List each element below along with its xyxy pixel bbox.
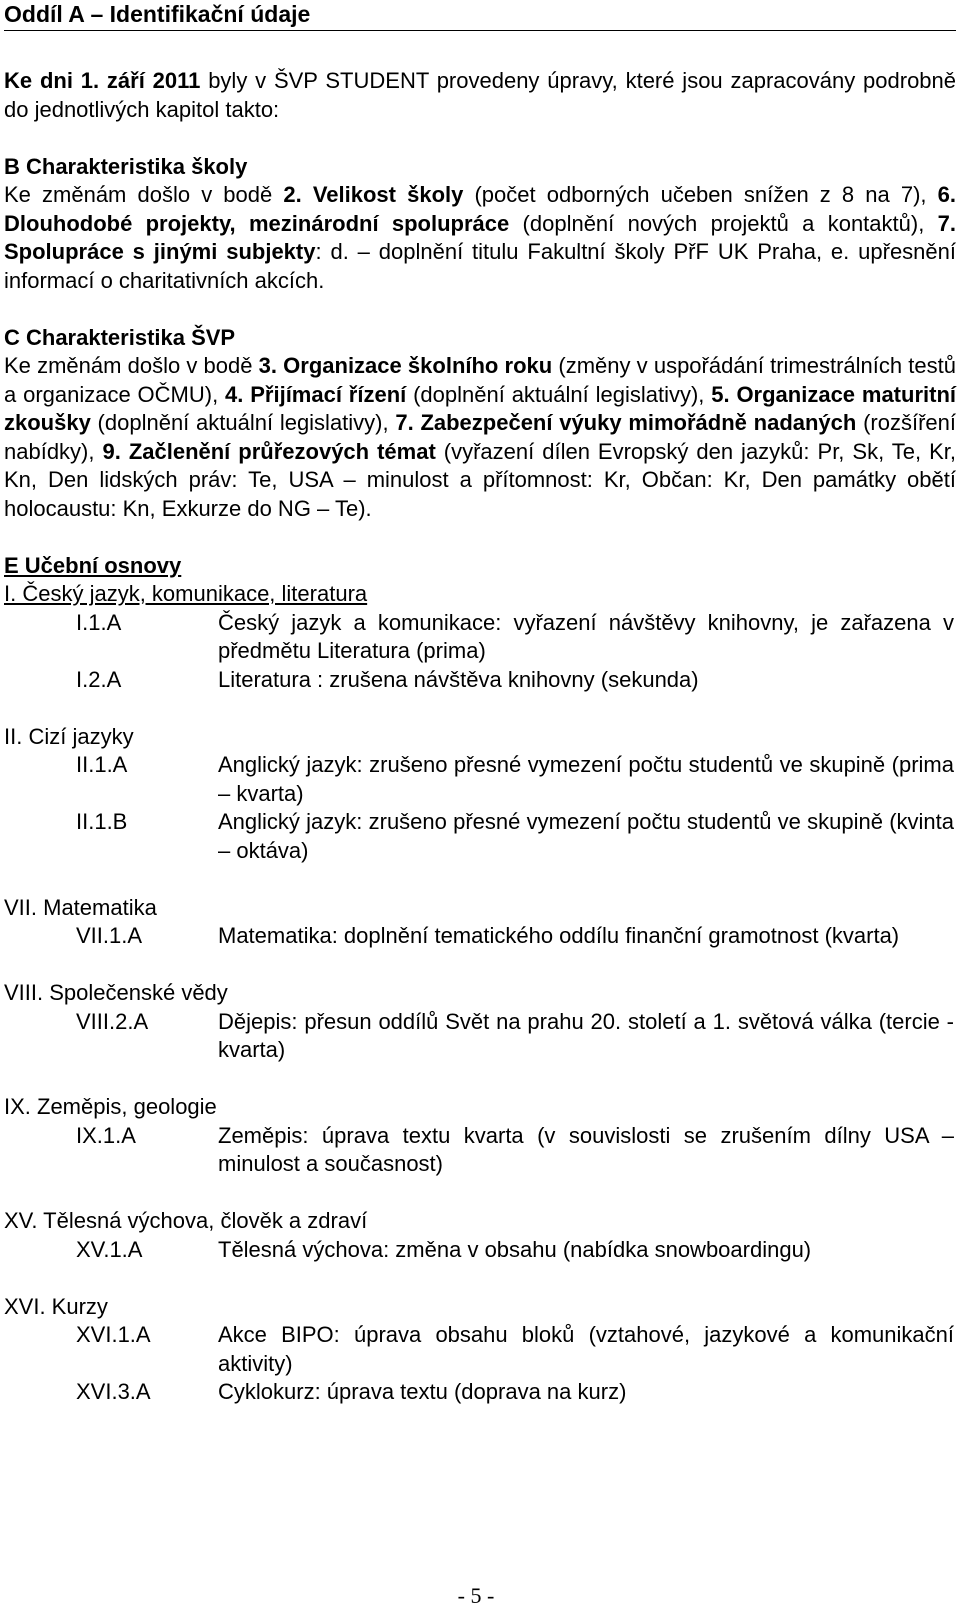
list-item — [4, 609, 956, 666]
section-b-title: B Charakteristika školy — [4, 153, 248, 179]
group-title: XV. Tělesná výchova, člověk a zdraví — [4, 1208, 368, 1233]
list-item — [4, 1008, 956, 1065]
text: (rozšíření nabídky), — [4, 410, 956, 464]
text: (doplnění nových projektů a kontaktů), — [509, 210, 938, 236]
curriculum-group — [4, 979, 956, 1065]
group-title: I. Český jazyk, komunikace, literatura — [4, 581, 368, 606]
list-item — [4, 1122, 956, 1179]
bold-text: 9. Začlenění průřezových témat — [102, 438, 436, 464]
curriculum-group — [4, 1293, 956, 1407]
section-e-title: E Učební osnovy — [4, 552, 182, 578]
list-item — [4, 1321, 956, 1378]
text: (doplnění aktuální legislativy), — [90, 410, 396, 435]
curriculum-group — [4, 1093, 956, 1179]
list-item — [4, 808, 956, 865]
text: (počet odborných učeben snížen z 8 na 7), — [463, 182, 938, 207]
item-code: II.1.A — [76, 752, 128, 777]
bold-text: 6. Dlouhodobé projekty, mezinárodní spolupráce — [4, 182, 956, 236]
item-code: XVI.3.A — [76, 1379, 151, 1404]
section-header: Oddíl A – Identifikační údaje — [4, 0, 956, 31]
curriculum-group — [4, 723, 956, 866]
bold-text: 7. Zabezpečení výuky mimořádně nadaných — [395, 410, 857, 435]
document-page — [4, 0, 956, 1407]
intro-text: byly v ŠVP STUDENT provedeny úpravy, které jsou zapracovány podrobně do jednotlivých kapitol takto: — [4, 68, 957, 122]
text: (vyřazení dílen Evropský den jazyků: Pr, Sk, Te, Kr, Kn, Den lidských práv: Te, USA – minulost a přítomnost: Kr, Občan: Kr, Den památky obětí holocaustu: Kn, Exkurze do NG – Te). — [4, 438, 957, 521]
text: Ke změnám došlo v bodě — [4, 353, 259, 378]
bold-text: 2. Velikost školy — [283, 182, 464, 207]
intro-paragraph — [4, 67, 956, 124]
item-code: II.1.B — [76, 809, 128, 834]
item-code: IX.1.A — [76, 1122, 136, 1148]
item-code: XVI.1.A — [76, 1322, 151, 1347]
item-text: Anglický jazyk: zrušeno přesné vymezení počtu studentů ve skupině (kvinta – oktáva) — [218, 809, 954, 863]
intro-date: Ke dni 1. září 2011 — [4, 68, 201, 93]
curriculum-group — [4, 894, 956, 951]
item-code: I.1.A — [76, 609, 122, 635]
item-text: Zeměpis: úprava textu kvarta (v souvislosti se zrušením dílny USA – minulost a současnost) — [218, 1122, 954, 1176]
page-number: - 5 - — [457, 1583, 495, 1608]
text: (změny v uspořádání trimestrálních testů a organizace OČMU), — [4, 353, 956, 407]
item-text: Tělesná výchova: změna v obsahu (nabídka snowboardingu) — [218, 1236, 812, 1262]
curriculum-groups — [4, 580, 956, 1407]
bold-text: 7. Spolupráce s jinými subjekty — [4, 210, 956, 264]
list-item — [4, 751, 956, 808]
item-text: Anglický jazyk: zrušeno přesné vymezení počtu studentů ve skupině (prima – kvarta) — [218, 752, 954, 806]
item-text: Literatura : zrušena návštěva knihovny (sekunda) — [218, 666, 699, 692]
group-title: II. Cizí jazyky — [4, 723, 134, 749]
group-title: XVI. Kurzy — [4, 1293, 108, 1319]
text: (doplnění aktuální legislativy), — [406, 381, 712, 407]
list-item — [4, 1378, 956, 1407]
item-text: Matematika: doplnění tematického oddílu finanční gramotnost (kvarta) — [218, 923, 900, 948]
item-text: Dějepis: přesun oddílů Svět na prahu 20. století a 1. světová válka (tercie - kvarta) — [218, 1008, 954, 1062]
bold-text: 5. Organizace maturitní zkoušky — [4, 381, 956, 435]
item-code: XV.1.A — [76, 1236, 143, 1262]
group-title: IX. Zeměpis, geologie — [4, 1094, 217, 1119]
item-code: I.2.A — [76, 666, 122, 692]
item-code: VII.1.A — [76, 923, 143, 948]
text: Ke změnám došlo v bodě — [4, 182, 284, 207]
list-item — [4, 922, 956, 951]
curriculum-group — [4, 1207, 956, 1264]
curriculum-group — [4, 580, 956, 694]
item-text: Akce BIPO: úprava obsahu bloků (vztahové, jazykové a komunikační aktivity) — [218, 1322, 954, 1376]
list-item — [4, 1236, 956, 1265]
group-title: VIII. Společenské vědy — [4, 980, 228, 1005]
bold-text: 4. Přijímací řízení — [225, 381, 407, 407]
group-title: VII. Matematika — [4, 894, 157, 920]
section-c-title: C Charakteristika ŠVP — [4, 324, 236, 350]
item-code: VIII.2.A — [76, 1008, 149, 1034]
bold-text: 3. Organizace školního roku — [258, 353, 553, 378]
item-text: Český jazyk a komunikace: vyřazení návštěvy knihovny, je zařazena v předmětu Literatura (prima) — [218, 609, 954, 663]
list-item — [4, 666, 956, 695]
text: : d. – doplnění titulu Fakultní školy PřF UK Praha, e. upřesnění informací o charitativních akcích. — [4, 239, 956, 293]
item-text: Cyklokurz: úprava textu (doprava na kurz) — [218, 1379, 627, 1404]
section-b-paragraph — [4, 181, 956, 295]
section-c-paragraph — [4, 352, 956, 523]
